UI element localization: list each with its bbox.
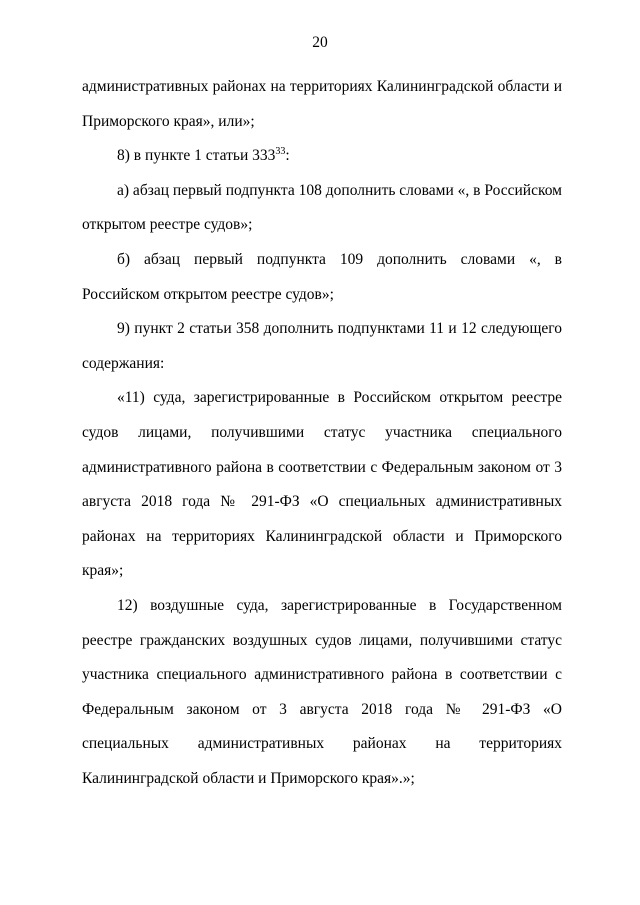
paragraph-subitem-a: а) абзац первый подпункта 108 дополнить словами «, в Российском открытом реестре судов»;	[82, 181, 562, 234]
document-body	[82, 70, 562, 796]
paragraph-subpoint-11: «11) суда, зарегистрированные в Российском открытом реестре судов лицами, получившими статус участника специального административного района в соответствии с Федеральным законом от 3 августа 2018 года № 291-ФЗ «О специальных административных районах на территориях Калининградской области и Приморского края»;	[82, 389, 562, 580]
paragraph-item-8-text: 8) в пункте 1 статьи 333	[117, 147, 276, 165]
page-number: 20	[312, 34, 328, 51]
paragraph-subpoint-12: 12) воздушные суда, зарегистрированные в Государственном реестре гражданских воздушных судов лицами, получившими статус участника специального административного района в соответствии с Федеральным законом от 3 августа 2018 года № 291-ФЗ «О специальных административных районах на территориях Калининградской области и Приморского края».»;	[82, 596, 562, 787]
paragraph-item-8	[82, 139, 562, 174]
paragraph-item-8-tail: :	[285, 147, 290, 165]
paragraph-item-9: 9) пункт 2 статьи 358 дополнить подпунктами 11 и 12 следующего содержания:	[82, 320, 562, 372]
paragraph-continuation: административных районах на территориях Калининградской области и Приморского края», или»;	[82, 78, 562, 130]
article-superscript: 33	[275, 146, 286, 158]
paragraph-subitem-b: б) абзац первый подпункта 109 дополнить словами «, в Российском открытом реестре судов»;	[82, 250, 562, 303]
